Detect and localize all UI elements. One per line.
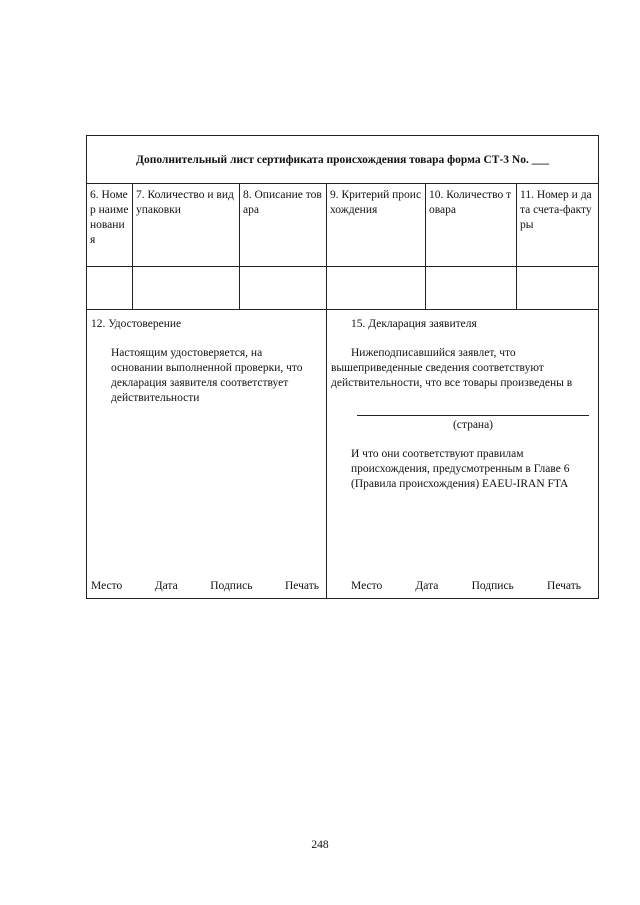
col-origin-criterion: 9. Критерий происхождения <box>327 184 426 266</box>
signature-label: Подпись <box>210 580 253 592</box>
certification-title: 12. Удостоверение <box>91 318 182 330</box>
data-cell <box>240 267 327 309</box>
certification-box <box>87 310 327 598</box>
declaration-text-lead: Нижеподписавшийся заявлет, что <box>351 347 516 359</box>
signature-label: Подпись <box>471 580 514 592</box>
place-label: Место <box>351 580 383 592</box>
place-label: Место <box>91 580 123 592</box>
col-description: 8. Описание товара <box>240 184 327 266</box>
data-cell <box>87 267 133 309</box>
country-line <box>357 415 589 416</box>
bottom-section <box>87 310 598 598</box>
page-number: 248 <box>311 839 329 851</box>
stamp-label: Печать <box>547 580 581 592</box>
declaration-text-2: И что они соответствуют правилам происхождения, предусмотренным в Главе 6 (Правила происхождения) EAEU-IRAN FTA <box>351 448 570 490</box>
data-cell <box>133 267 240 309</box>
stamp-label: Печать <box>285 580 319 592</box>
declaration-footer <box>351 580 581 592</box>
date-label: Дата <box>154 580 178 592</box>
declaration-text-rest: вышеприведенные сведения соответствуют действительности, что все товары произведены в <box>331 362 573 389</box>
data-row <box>87 267 598 310</box>
form-title: Дополнительный лист сертификата происхождения товара форма СТ-3 No. ___ <box>87 136 598 184</box>
country-label: (страна) <box>452 419 494 431</box>
header-row <box>87 184 598 267</box>
certification-text-lead: Настоящим удостоверяется, на <box>111 347 263 359</box>
certification-text <box>97 346 319 406</box>
certification-footer <box>91 580 319 592</box>
col-quantity: 10. Количество товара <box>426 184 517 266</box>
declaration-title: 15. Декларация заявителя <box>351 318 477 330</box>
col-packages: 7. Количество и вид упаковки <box>133 184 240 266</box>
data-cell <box>426 267 517 309</box>
certification-text-rest: основании выполненной проверки, что декларация заявителя соответствует действительности <box>111 362 303 404</box>
declaration-text <box>331 346 597 391</box>
col-item-number: 6. Номер наименования <box>87 184 133 266</box>
data-cell <box>517 267 598 309</box>
data-cell <box>327 267 426 309</box>
date-label: Дата <box>415 580 439 592</box>
declaration-box <box>327 310 598 598</box>
col-invoice: 11. Номер и дата счета-фактуры <box>520 189 592 231</box>
certificate-form <box>86 135 599 599</box>
